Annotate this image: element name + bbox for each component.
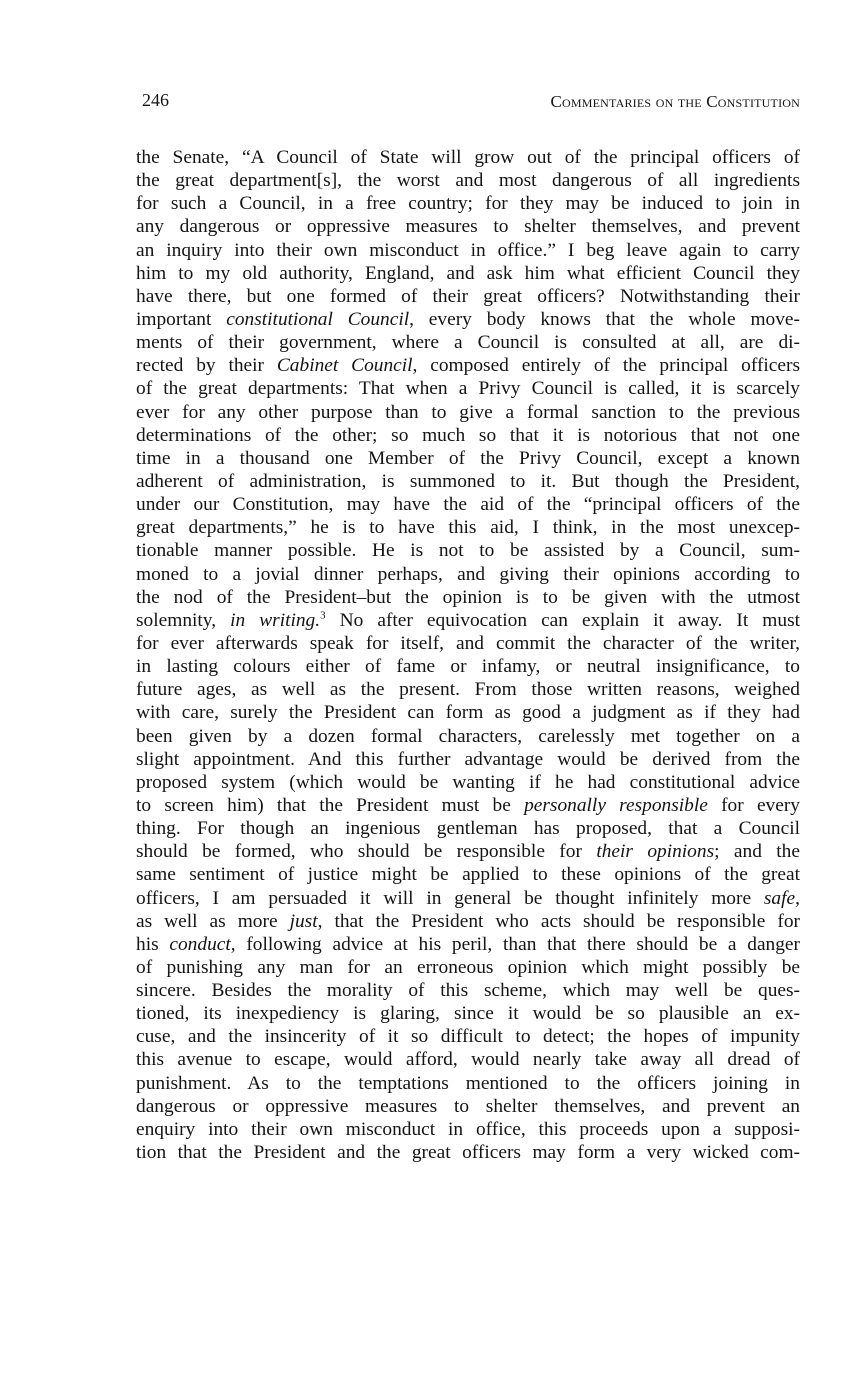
text-line	[136, 1048, 800, 1071]
text-line	[136, 748, 800, 771]
text-line	[136, 539, 800, 562]
text-line	[136, 1072, 800, 1095]
text-run: important	[136, 308, 227, 330]
text-line	[136, 354, 800, 377]
text-line	[136, 308, 800, 331]
text-run: great departments,” he is to have this aid, I think, in the most unexcep-	[136, 517, 800, 539]
text-line	[136, 771, 800, 794]
text-run: ever for any other purpose than to give a formal sanction to the previous	[136, 401, 800, 423]
text-run: proposed system (which would be wanting if he had constitutional advice	[136, 771, 800, 793]
italic-text: safe	[763, 887, 796, 909]
text-run: the Senate, “A Council of State will grow out of the principal officers of	[136, 147, 800, 168]
text-line	[136, 678, 800, 701]
text-run: determinations of the other; so much so that it is notorious that not one	[136, 424, 800, 446]
text-run: ments of their government, where a Council is consulted at all, are di-	[136, 332, 800, 354]
text-run: , that the President who acts should be responsible for	[317, 910, 800, 932]
text-run: solemnity,	[136, 609, 231, 631]
text-line	[136, 401, 800, 424]
text-run: No after equivocation can explain it away. It must	[325, 609, 801, 631]
footnote-marker: 3	[320, 609, 326, 622]
text-run: , following advice at his peril, than that there should be a danger	[230, 933, 800, 955]
text-run: should be formed, who should be responsible for	[136, 841, 597, 863]
text-line	[136, 887, 800, 910]
text-line	[136, 285, 800, 308]
text-line	[136, 1002, 800, 1025]
text-run: punishment. As to the temptations mentioned to the officers joining in	[136, 1072, 800, 1094]
text-line	[136, 655, 800, 678]
text-run: time in a thousand one Member of the Privy Council, except a known	[136, 447, 800, 469]
text-run: cuse, and the insincerity of it so difficult to detect; the hopes of impunity	[136, 1026, 800, 1048]
text-run: to screen him) that the President must be	[136, 794, 525, 816]
text-run: under our Constitution, may have the aid of the “principal officers of the	[136, 494, 800, 516]
italic-text: personally responsible	[524, 794, 708, 816]
text-run: , composed entirely of the principal officers	[412, 355, 801, 377]
text-line	[136, 239, 800, 262]
text-run: his	[136, 933, 170, 955]
text-run: him to my old authority, England, and ask him what efficient Council they	[136, 262, 800, 284]
text-line	[136, 563, 800, 586]
text-line	[136, 1118, 800, 1141]
text-run: an inquiry into their own misconduct in office.” I beg leave again to carry	[136, 239, 800, 261]
text-run: tion that the President and the great officers may form a very wicked com-	[136, 1142, 800, 1164]
page-number: 246	[142, 90, 169, 110]
text-run: rected by their	[136, 355, 277, 377]
italic-text: just	[289, 910, 318, 932]
text-run: ; and the	[714, 841, 800, 863]
text-line	[136, 146, 800, 169]
text-line	[136, 493, 800, 516]
body-text	[136, 146, 800, 1164]
italic-text: conduct	[169, 933, 231, 955]
text-line	[136, 910, 800, 933]
text-run: sincere. Besides the morality of this scheme, which may well be ques-	[136, 980, 800, 1002]
text-run: been given by a dozen formal characters, carelessly met together on a	[136, 725, 800, 747]
text-line	[136, 262, 800, 285]
text-run: of punishing any man for an erroneous opinion which might possibly be	[136, 956, 800, 978]
text-line	[136, 794, 800, 817]
text-run: thing. For though an ingenious gentleman has proposed, that a Council	[136, 818, 800, 840]
text-run: the great department[s], the worst and most dangerous of all ingredients	[136, 170, 800, 192]
text-line	[136, 1025, 800, 1048]
text-run: enquiry into their own misconduct in office, this proceeds upon a supposi-	[136, 1118, 800, 1140]
text-run: future ages, as well as the present. From those written reasons, weighed	[136, 679, 800, 701]
italic-text: their opinions	[596, 841, 715, 863]
text-line	[136, 840, 800, 863]
text-run: slight appointment. And this further advantage would be derived from the	[136, 748, 800, 770]
text-run: in lasting colours either of fame or infamy, or neutral insignificance, to	[136, 656, 800, 678]
italic-text: constitutional Council	[226, 308, 410, 330]
text-line	[136, 933, 800, 956]
text-run: of the great departments: That when a Privy Council is called, it is scarcely	[136, 378, 800, 400]
text-run: ,	[795, 887, 800, 909]
text-line	[136, 863, 800, 886]
text-run: for such a Council, in a free country; for they may be induced to join in	[136, 193, 800, 215]
text-line	[136, 632, 800, 655]
text-line	[136, 470, 800, 493]
text-line	[136, 192, 800, 215]
text-line	[136, 817, 800, 840]
text-line	[136, 701, 800, 724]
text-line	[136, 956, 800, 979]
text-line	[136, 215, 800, 238]
text-line	[136, 447, 800, 470]
text-run: this avenue to escape, would afford, would nearly take away all dread of	[136, 1049, 800, 1071]
text-run: for every	[707, 794, 801, 816]
text-run: as well as more	[136, 910, 290, 932]
text-run: any dangerous or oppressive measures to shelter themselves, and prevent	[136, 216, 800, 238]
text-line	[136, 516, 800, 539]
text-run: adherent of administration, is summoned to it. But though the President,	[136, 470, 800, 492]
text-run: tionable manner possible. He is not to be assisted by a Council, sum-	[136, 540, 800, 562]
text-run: have there, but one formed of their great officers? Notwithstanding their	[136, 285, 800, 307]
text-line	[136, 609, 800, 632]
page-header	[142, 90, 800, 114]
text-line	[136, 424, 800, 447]
text-line	[136, 586, 800, 609]
text-run: tioned, its inexpediency is glaring, since it would be so plausible an ex-	[136, 1003, 800, 1025]
text-run: dangerous or oppressive measures to shelter themselves, and prevent an	[136, 1095, 800, 1117]
running-title: Commentaries on the Constitution	[550, 92, 800, 111]
text-run: the nod of the President–but the opinion is to be given with the utmost	[136, 586, 800, 608]
text-line	[136, 1095, 800, 1118]
text-line	[136, 725, 800, 748]
italic-text: Cabinet Council	[276, 355, 413, 377]
italic-text: in writing.	[230, 609, 321, 631]
text-line	[136, 331, 800, 354]
text-line	[136, 1141, 800, 1164]
text-line	[136, 377, 800, 400]
text-run: , every body knows that the whole move-	[409, 308, 800, 330]
text-run: officers, I am persuaded it will in general be thought infinitely more	[136, 887, 764, 909]
text-run: same sentiment of justice might be applied to these opinions of the great	[136, 864, 800, 886]
text-run: for ever afterwards speak for itself, and commit the character of the writer,	[136, 632, 800, 654]
text-line	[136, 979, 800, 1002]
text-run: moned to a jovial dinner perhaps, and giving their opinions according to	[136, 563, 800, 585]
text-line	[136, 169, 800, 192]
text-run: with care, surely the President can form as good a judgment as if they had	[136, 702, 800, 724]
